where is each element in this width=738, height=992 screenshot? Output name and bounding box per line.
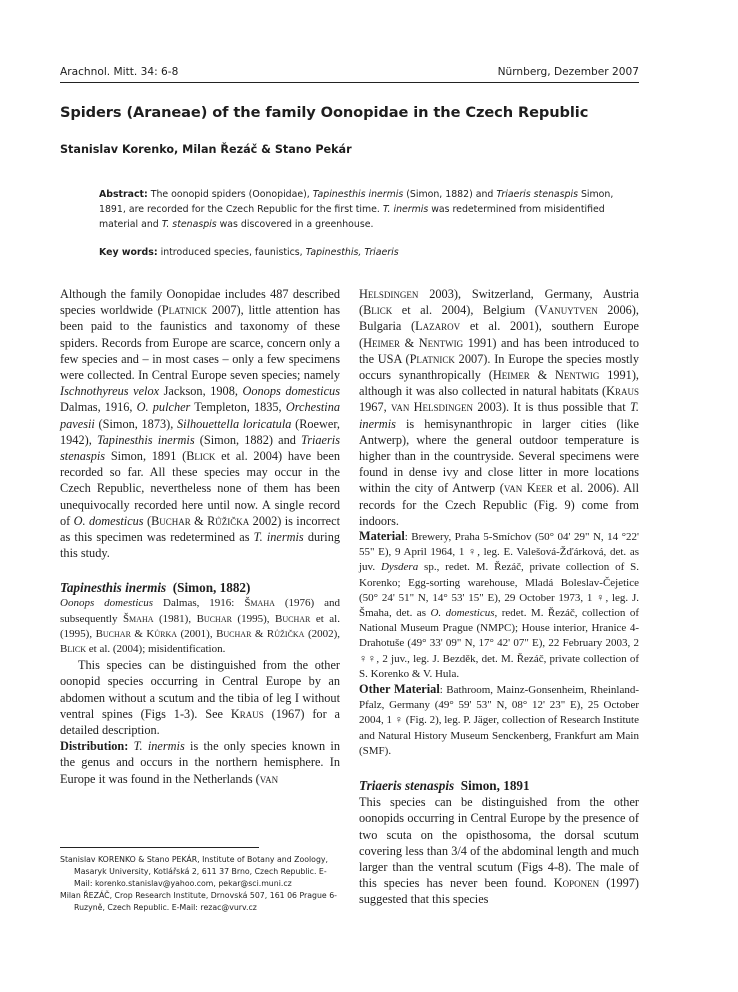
footnote-rule	[60, 847, 259, 848]
author-list: Stanislav Korenko, Milan Řezáč & Stano Pekár	[60, 143, 352, 156]
abstract	[99, 187, 639, 233]
species-name: T. stenaspis	[161, 219, 217, 231]
abstract-text: (Simon, 1882) and	[403, 189, 497, 200]
abstract-text: was discovered in a greenhouse.	[216, 219, 374, 231]
keywords-label: Key words:	[99, 247, 158, 258]
distribution-continued: Helsdingen 2003), Switzerland, Germany, Austria (Blick et al. 2004), Belgium (Vanuytven 2006), Bulgaria (Lazarov et al. 2001), southern Europe (Heimer & Nentwig 1991) and has been introduced to the USA (Platnick 2007). In Europe the species mostly occurs synanthropically (Heimer & Nentwig 1991), although it was also collected in natural habitats (Kraus 1967, van Helsdingen 2003). It is thus possible that T. inermis is hemisynanthropic in larger cities (like Antwerp), where the general outdoor temperature is higher than in the countryside. Several specimens were found in dense ivy and close litter in more locations within the city of Antwerp (van Keer et al. 2006). All records for the Czech Republic (Fig. 9) come from indoors.	[359, 287, 639, 528]
diagnosis-paragraph: This species can be distinguished from the other oonopid species occurring in Central Europe by an abdomen without a scutum and the tibia of leg I without ventral spines (Figs 1-3). See Kraus (1967) for a detailed description.	[60, 658, 340, 738]
other-material-paragraph: Other Material: Bathroom, Mainz-Gonsenheim, Rheinland-Pfalz, Germany (49° 59' 53" N, 08° 12' 23" E), 25 October 2004, 1 ♀ (Fig. 2), leg. P. Jäger, collection of Research Institute and Natural History Museum Senckenberg, Frankfurt am Main (SMF).	[359, 682, 640, 757]
intro-paragraph: Although the family Oonopidae includes 487 described species worldwide (Platnick 2007), little attention has been paid to the faunistics and taxonomy of these spiders. Records from Europe are scarce, concern only a few species and – in most cases – only a few specimens were collected. In Central Europe seven species; namely Ischnothyreus velox Jackson, 1908, Oonops domesticus Dalmas, 1916, O. pulcher Templeton, 1835, Orchestina pavesii (Simon, 1873), Silhouettella loricatula (Roewer, 1942), Tapinesthis inermis (Simon, 1882) and Triaeris stenaspis Simon, 1891 (Blick et al. 2004) have been recorded so far. All these species may occur in the Czech Republic, nevertheless none of them has been unequivocally recorded here until now. A single record of O. domesticus (Buchar & Růžička 2002) is incorrect as this specimen was redetermined as T. inermis during this study.	[60, 287, 341, 561]
material-paragraph: Material: Brewery, Praha 5-Smíchov (50° 04' 29" N, 14 °22' 55" E), 9 April 1964, 1 ♀, leg. E. Valešová-Žďárková, det. as juv. Dysdera sp., redet. M. Řezáč, private collection of S. Korenko; Egg-sorting warehouse, Mladá Boleslav-Čejetice (50° 24' 51" N, 14° 53' 15" E), 29 October 1973, 1 ♀, leg. J. Šmaha, det. as O. domesticus, redet. M. Řezáč, collection of National Museum Prague (NMPC); House interior, Hranice 4-Drahotuše (49° 33' 09" N, 17° 42' 07" E), 22 February 2003, 2 ♀♀, 2 juv., leg. J. Bezděk, det. M. Řezáč, private collection of S. Korenko & V. Hula.	[359, 529, 640, 680]
species-name: T. inermis	[382, 204, 429, 216]
triaeris-diagnosis-paragraph: This species can be distinguished from the other oonopids occurring in Central Europe by the presence of two scuta on the opisthosoma, the dorsal scutum covering less than 3/4 of the abdominal length and much larger than the ventral scutum (Figs 4-8). The male of this species has never been found. Koponen (1997) suggested that this species	[359, 795, 640, 907]
author-addresses	[60, 854, 345, 915]
left-column	[60, 286, 340, 787]
distribution-paragraph: Distribution: T. inermis is the only species known in the genus and occurs in the northern hemisphere. In Europe it was found in the Netherlands (van	[60, 739, 340, 786]
footnote-address: Milan ŘEZÁČ, Crop Research Institute, Drnovská 507, 161 06 Prague 6-Ruzyně, Czech Republic. E-Mail: rezac@vurv.cz	[60, 891, 337, 913]
keywords	[99, 245, 639, 260]
synonymy-paragraph: Oonops domesticus Dalmas, 1916: Šmaha (1976) and subsequently Šmaha (1981), Buchar (1995), Buchar et al. (1995), Buchar & Kůrka (2001), Buchar & Růžička (2002), Blick et al. (2004); misidentification.	[60, 597, 341, 656]
abstract-text: was redetermined from misidentified material and	[99, 204, 605, 231]
header-rule	[60, 82, 639, 83]
footnote-address: Stanislav KORENKO & Stano PEKÁR, Institute of Botany and Zoology, Masaryk University, Kotlářská 2, 611 37 Brno, Czech Republic. E-Mail: korenko.stanislav@yahoo.com, pekar@sci.muni.cz	[60, 855, 328, 888]
right-column	[359, 286, 639, 908]
abstract-text: The oonopid spiders (Oonopidae),	[147, 189, 313, 200]
keywords-genera: Tapinesthis, Triaeris	[305, 247, 399, 258]
journal-citation: Arachnol. Mitt. 34: 6-8	[60, 66, 179, 78]
keywords-text: introduced species, faunistics,	[157, 247, 306, 258]
section-heading-triaeris: Triaeris stenaspis Simon, 1891	[359, 778, 530, 794]
species-name: Tapinesthis inermis	[312, 189, 404, 200]
abstract-text: Simon, 1891, are recorded for the Czech Republic for the first time.	[99, 189, 614, 216]
species-name: Triaeris stenaspis	[496, 189, 578, 200]
section-heading-tapinesthis: Tapinesthis inermis (Simon, 1882)	[60, 580, 251, 596]
publication-place-date: Nürnberg, Dezember 2007	[497, 66, 639, 78]
article-title: Spiders (Araneae) of the family Oonopidae in the Czech Republic	[60, 104, 589, 121]
abstract-label: Abstract:	[99, 189, 148, 200]
